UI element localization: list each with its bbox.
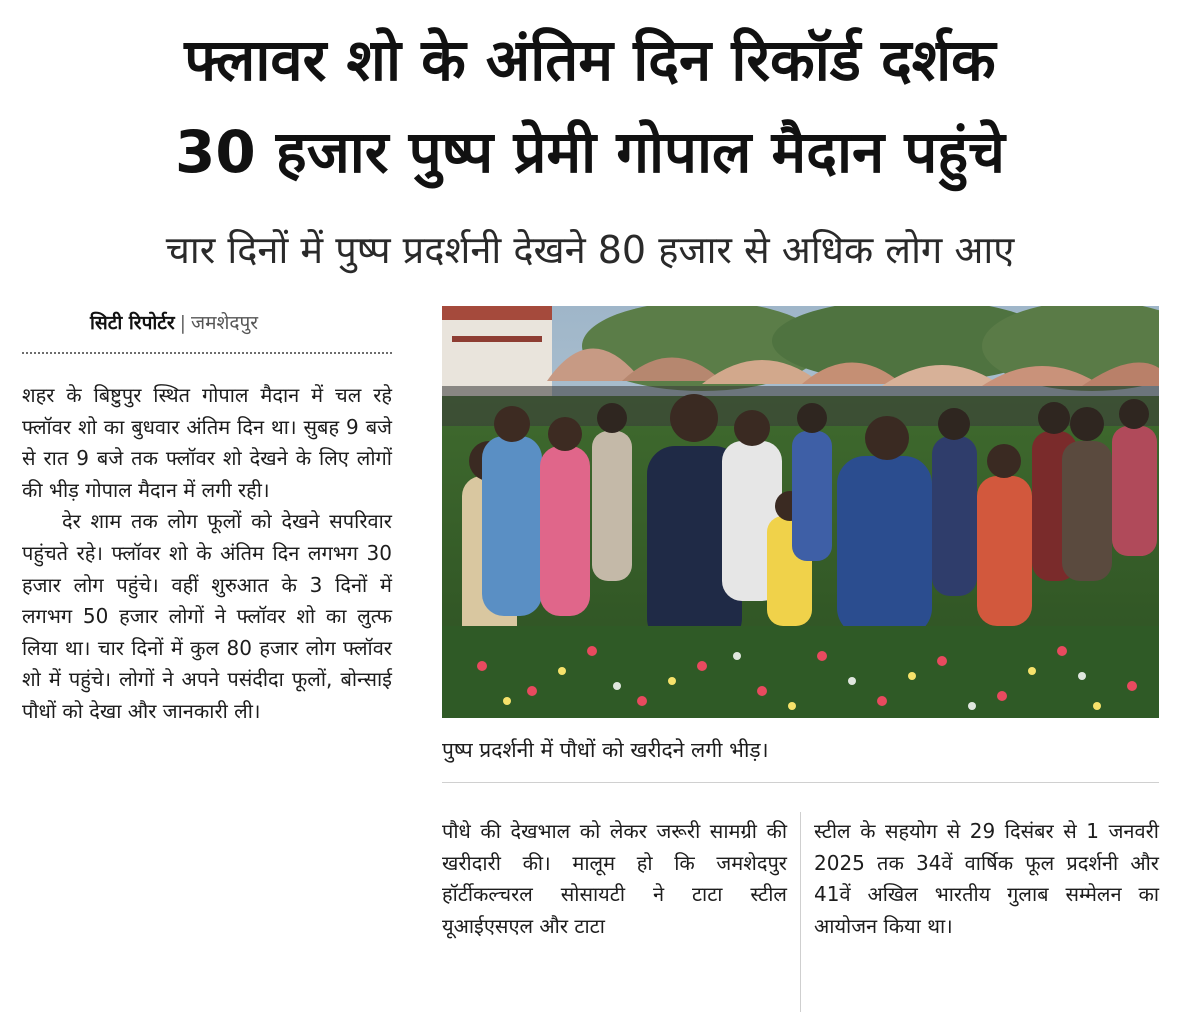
column-divider [800, 812, 801, 1012]
byline-separator: | [179, 312, 187, 334]
photo-caption: पुष्प प्रदर्शनी में पौधों को खरीदने लगी भीड़। [442, 738, 769, 762]
article-column-1 [22, 380, 392, 728]
article-paragraph-2: देर शाम तक लोग फूलों को देखने सपरिवार पहुंचते रहे। फ्लॉवर शो के अंतिम दिन लगभग 30 हजार लोग पहुंचे। वहीं शुरुआत के 3 दिनों में लगभग 50 हजार लोगों ने फ्लॉवर शो का लुत्फ लिया था। चार दिनों में कुल 80 हजार लोग फ्लॉवर शो में पहुंचे। लोगों ने अपने पसंदीदा फूलों, बोन्साई पौधों को देखा और जानकारी ली। [22, 509, 392, 723]
caption-divider [442, 782, 1159, 783]
news-photo [442, 306, 1159, 718]
byline-divider [22, 352, 392, 354]
article-paragraph-1: शहर के बिष्टुपुर स्थित गोपाल मैदान में चल रहे फ्लॉवर शो का बुधवार अंतिम दिन था। सुबह 9 बजे से रात 9 बजे तक फ्लॉवर शो देखने के लिए लोगों की भीड़ गोपाल मैदान में लगी रही। [22, 383, 392, 502]
subheadline: चार दिनों में पुष्प प्रदर्शनी देखने 80 हजार से अधिक लोग आए [165, 228, 1015, 272]
headline-line-2: 30 हजार पुष्प प्रेमी गोपाल मैदान पहुंचे [175, 118, 1005, 186]
headline-line-1: फ्लावर शो के अंतिम दिन रिकॉर्ड दर्शक [184, 26, 996, 94]
byline-city: जमशेदपुर [191, 312, 259, 334]
article-column-2: पौधे की देखभाल को लेकर जरूरी सामग्री की खरीदारी की। मालूम हो कि जमशेदपुर हॉर्टीकल्चरल सोसायटी ने टाटा स्टील यूआईएसएल और टाटा [442, 819, 787, 938]
byline [90, 308, 258, 338]
byline-reporter: सिटी रिपोर्टर [90, 312, 175, 334]
article-column-3: स्टील के सहयोग से 29 दिसंबर से 1 जनवरी 2025 तक 34वें वार्षिक फूल प्रदर्शनी और 41वें अखिल भारतीय गुलाब सम्मेलन का आयोजन किया था। [814, 819, 1159, 938]
